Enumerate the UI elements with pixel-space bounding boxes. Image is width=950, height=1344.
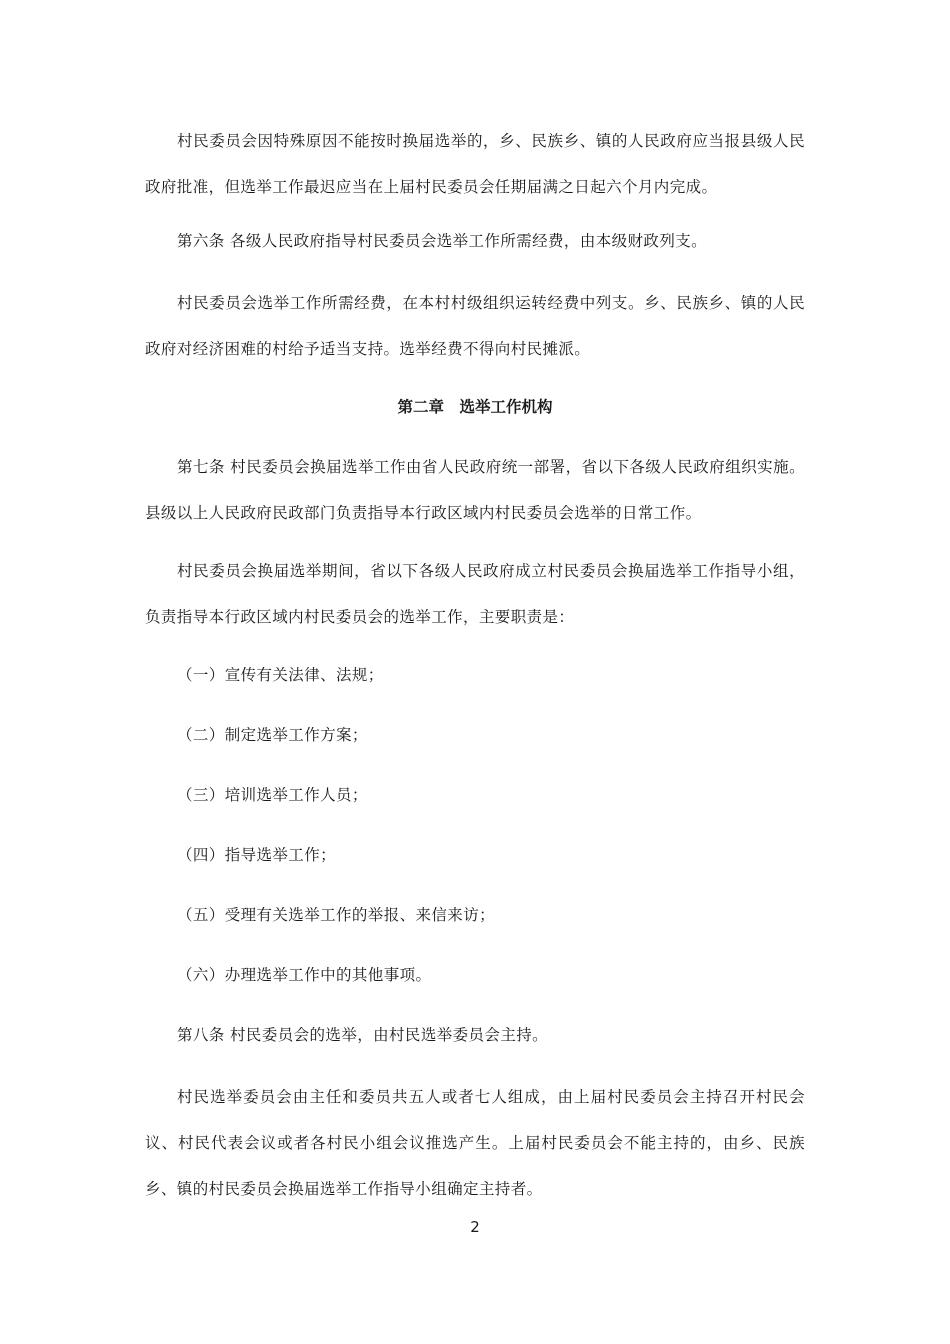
paragraph-article-7: 第七条 村民委员会换届选举工作由省人民政府统一部署，省以下各级人民政府组织实施。县级以上人民政府民政部门负责指导本行政区域内村民委员会选举的日常工作。 [145, 458, 805, 522]
list-item-duty-6: （六）办理选举工作中的其他事项。 [177, 966, 432, 984]
list-item-duty-4: （四）指导选举工作； [177, 846, 337, 864]
page-number: 2 [470, 1218, 480, 1236]
paragraph-article-8: 第八条 村民委员会的选举，由村民选举委员会主持。 [177, 1026, 549, 1044]
list-item-duty-3: （三）培训选举工作人员； [177, 786, 368, 804]
paragraph-article-6: 第六条 各级人民政府指导村民委员会选举工作所需经费，由本级财政列支。 [177, 232, 708, 250]
paragraph-election-committee: 村民选举委员会由主任和委员共五人或者七人组成，由上届村民委员会主持召开村民会议、村民代表会议或者各村民小组会议推选产生。上届村民委员会不能主持的，由乡、民族乡、镇的村民委员会换届选举工作指导小组确定主持者。 [145, 1088, 805, 1198]
paragraph-special-circumstances: 村民委员会因特殊原因不能按时换届选举的，乡、民族乡、镇的人民政府应当报县级人民政府批准，但选举工作最迟应当在上届村民委员会任期届满之日起六个月内完成。 [145, 132, 805, 196]
paragraph-guidance-group: 村民委员会换届选举期间，省以下各级人民政府成立村民委员会换届选举工作指导小组，负责指导本行政区域内村民委员会的选举工作，主要职责是： [145, 562, 805, 626]
chapter-heading: 第二章 选举工作机构 [397, 398, 553, 416]
list-item-duty-5: （五）受理有关选举工作的举报、来信来访； [177, 906, 496, 924]
list-item-duty-1: （一）宣传有关法律、法规； [177, 666, 384, 684]
paragraph-election-funding: 村民委员会选举工作所需经费，在本村村级组织运转经费中列支。乡、民族乡、镇的人民政府对经济困难的村给予适当支持。选举经费不得向村民摊派。 [145, 294, 805, 358]
list-item-duty-2: （二）制定选举工作方案； [177, 726, 368, 744]
